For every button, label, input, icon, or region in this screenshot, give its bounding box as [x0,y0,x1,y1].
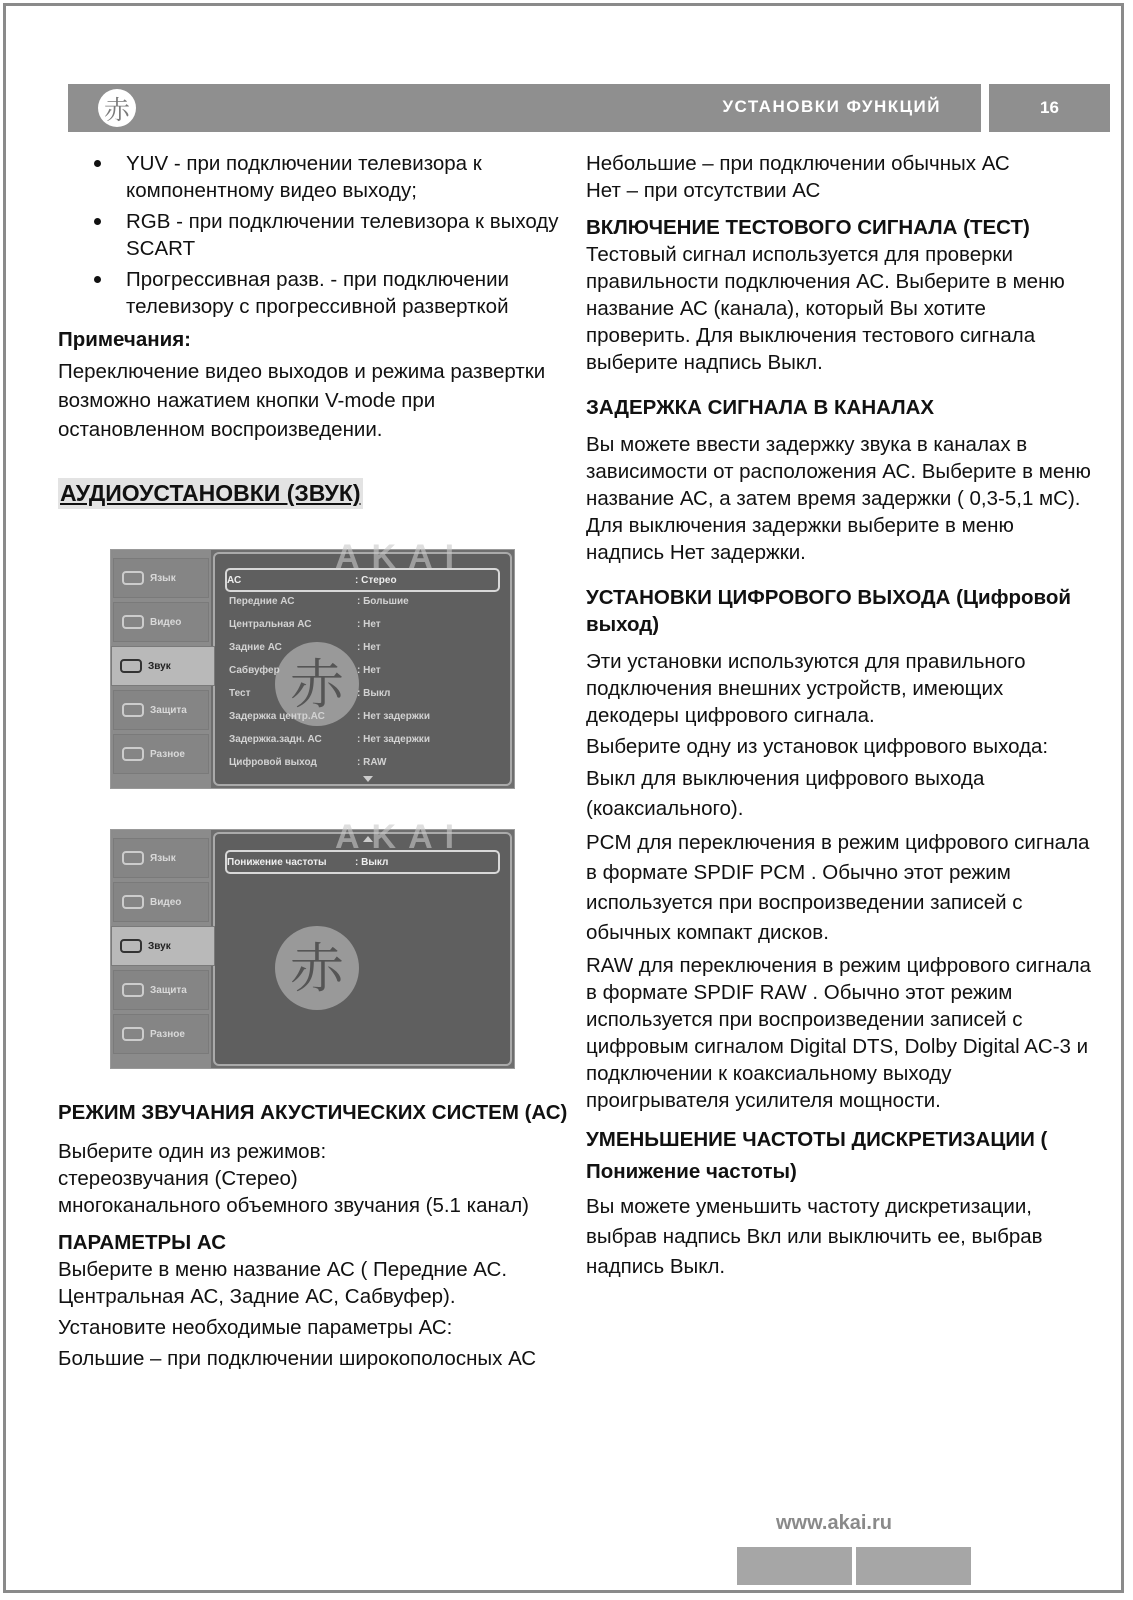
footer-url[interactable]: www.akai.ru [776,1512,892,1534]
digital-out-text: Выберите одну из установок цифрового выхода: [586,735,1049,758]
osd-tab-protection [113,690,209,730]
osd-row-digital-out [229,752,500,772]
downsample-heading: УМЕНЬШЕНИЕ ЧАСТОТЫ ДИСКРЕТИЗАЦИИ ( Понижение частоты) [586,1128,1048,1183]
list-item [58,266,568,320]
speaker-params-text: Большие – при подключении широкополосных АС [58,1347,537,1370]
speaker-mode-text: Выберите один из режимов: [58,1140,327,1163]
speaker-icon [120,939,142,953]
bullet-icon [94,276,101,283]
osd-tab-language [113,558,209,598]
osd-row-value: : RAW [357,756,387,768]
osd-row-rear-delay [229,729,500,749]
list-item-text: RGB - при подключении телевизора к выходу SCART [126,210,559,260]
osd-row-rear [229,637,500,657]
page-number: 16 [989,84,1110,132]
speaker-params-text: Выберите в меню название АС ( Передние АС. Центральная АС, Задние АС, Сабвуфер). [58,1258,508,1308]
osd-row-key: Понижение частоты [227,856,327,868]
osd-row-value: : Стерео [355,574,397,586]
delay-heading: ЗАДЕРЖКА СИГНАЛА В КАНАЛАХ [586,396,935,419]
language-icon [122,851,144,865]
test-text: Тестовый сигнал используется для проверки правильности подключения АС. Выберите в меню название АС (канала), который Вы хотите проверить. Для выключения тестового сигнала выберите надпись Выкл. [586,243,1065,374]
osd-audio-menu-2 [110,818,515,1069]
osd-row-downsample [225,850,500,874]
video-icon [122,895,144,909]
osd-row-center [229,614,500,634]
osd-row-key: Задержка.задн. АС [229,733,322,745]
osd-row-key: Тест [229,687,251,699]
bullet-icon [94,160,101,167]
osd-row-key: Цифровой выход [229,756,317,768]
speaker-icon [120,659,142,673]
footer-block [856,1547,971,1585]
osd-tab-label: Звук [148,940,171,952]
list-item-text: YUV - при подключении телевизора к компонентному видео выходу; [126,152,482,202]
digital-pcm-text: PCM для переключения в режим цифрового сигнала в формате SPDIF PCM . Обычно этот режим используется при воспроизведении записей с обычных компакт дисков. [586,831,1090,944]
osd-row-value: : Большие [357,595,409,607]
osd-row-key: Передние АС [229,595,295,607]
osd-row-key: Центральная АС [229,618,312,630]
digital-off-text: Выкл для выключения цифрового выхода (коаксиального). [586,767,985,820]
speaker-mode-heading: РЕЖИМ ЗВУЧАНИЯ АКУСТИЧЕСКИХ СИСТЕМ (АС) [58,1101,568,1124]
osd-tab-label: Защита [150,984,187,996]
osd-row-value: : Выкл [355,856,389,868]
osd-brand-watermark: AKAI [335,818,467,856]
speaker-mode-section [58,1097,568,1372]
osd-tab-sound [111,926,215,966]
list-item-text: Прогрессивная разв. - при подключении телевизору с прогрессивной разверткой [126,268,510,318]
osd-tab-sound [111,646,215,686]
audio-section-title: АУДИОУСТАНОВКИ (ЗВУК) [58,478,363,509]
speaker-params-text: Установите необходимые параметры АС: [58,1316,453,1339]
header-title: УСТАНОВКИ ФУНКЦИЙ [722,97,941,116]
list-item [58,150,568,204]
lock-icon [122,983,144,997]
header-bar [68,84,981,132]
osd-main-panel [213,538,512,786]
akai-watermark-icon: 赤 [275,926,359,1010]
osd-row-key: Сабвуфер [229,664,280,676]
bullet-icon [94,218,101,225]
small-ac-text: Небольшие – при подключении обычных АС [586,152,1010,175]
digital-raw-text: RAW для переключения в режим цифрового сигнала в формате SPDIF RAW . Обычно этот режим используется при воспроизведении записей с цифровым сигналом Digital DTS, Dolby Digital AC-3 и подключении к коаксиальному выходу проигрывателя усилителя мощности. [586,954,1091,1112]
osd-tab-misc [113,734,209,774]
osd-tab-label: Язык [150,852,176,864]
misc-icon [122,747,144,761]
osd-brand-watermark: AKAI [335,538,467,576]
osd-row-value: : Нет [357,618,381,630]
osd-row-value: : Нет задержки [357,733,430,745]
scroll-down-icon [363,776,373,782]
test-heading: ВКЛЮЧЕНИЕ ТЕСТОВОГО СИГНАЛА (ТЕСТ) [586,216,1030,239]
osd-row-front [229,591,500,611]
osd-main-panel [213,818,512,1066]
osd-tab-misc [113,1014,209,1054]
osd-tab-label: Звук [148,660,171,672]
osd-row-value: : Выкл [357,687,391,699]
footer-block [737,1547,852,1585]
osd-sidebar [111,550,211,788]
osd-tab-protection [113,970,209,1010]
osd-tab-language [113,838,209,878]
osd-tab-video [113,882,209,922]
osd-tab-label: Видео [150,616,182,628]
osd-row-test [229,683,500,703]
language-icon [122,571,144,585]
osd-tab-label: Видео [150,896,182,908]
misc-icon [122,1027,144,1041]
akai-logo-icon: 赤 [98,89,136,127]
osd-row-key: АС [227,574,242,586]
osd-audio-menu-1 [110,538,515,789]
speaker-mode-text: многоканального объемного звучания (5.1 канал) [58,1194,529,1217]
akai-watermark-icon: 赤 [275,642,359,726]
left-column [58,150,568,1372]
video-output-list [58,150,568,320]
osd-tab-label: Защита [150,704,187,716]
osd-tab-label: Разное [150,1028,185,1040]
delay-text: Вы можете ввести задержку звука в каналах в зависимости от расположения АС. Выберите в меню название АС, а затем время задержки ( 0,3-5,1 мС). Для выключения задержки выберите в меню надпись Нет задержки. [586,433,1091,564]
osd-row-key: Задержка центр.АС [229,710,325,722]
speaker-params-heading: ПАРАМЕТРЫ АС [58,1231,227,1254]
no-ac-text: Нет – при отсутствии АС [586,179,821,202]
digital-out-text: Эти установки используются для правильного подключения внешних устройств, имеющих декодеры цифрового сигнала. [586,650,1026,727]
digital-out-heading: УСТАНОВКИ ЦИФРОВОГО ВЫХОДА (Цифровой выход) [586,586,1072,636]
osd-tab-label: Язык [150,572,176,584]
speaker-mode-text: стереозвучания (Стерео) [58,1167,298,1190]
osd-sidebar [111,830,211,1068]
scroll-up-icon [363,836,373,842]
list-item [58,208,568,262]
osd-row-value: : Нет задержки [357,710,430,722]
osd-row-center-delay [229,706,500,726]
osd-tab-video [113,602,209,642]
notes-heading: Примечания: [58,328,191,351]
osd-row-value: : Нет [357,664,381,676]
downsample-text: Вы можете уменьшить частоту дискретизации, выбрав надпись Вкл или выключить ее, выбрав надпись Выкл. [586,1195,1043,1278]
notes-text: Переключение видео выходов и режима развертки возможно нажатием кнопки V-mode при остановленном воспроизведении. [58,360,546,441]
video-icon [122,615,144,629]
osd-tab-label: Разное [150,748,185,760]
right-column [586,150,1096,1282]
osd-row-key: Задние АС [229,641,282,653]
lock-icon [122,703,144,717]
osd-row-value: : Нет [357,641,381,653]
osd-row-subwoofer [229,660,500,680]
